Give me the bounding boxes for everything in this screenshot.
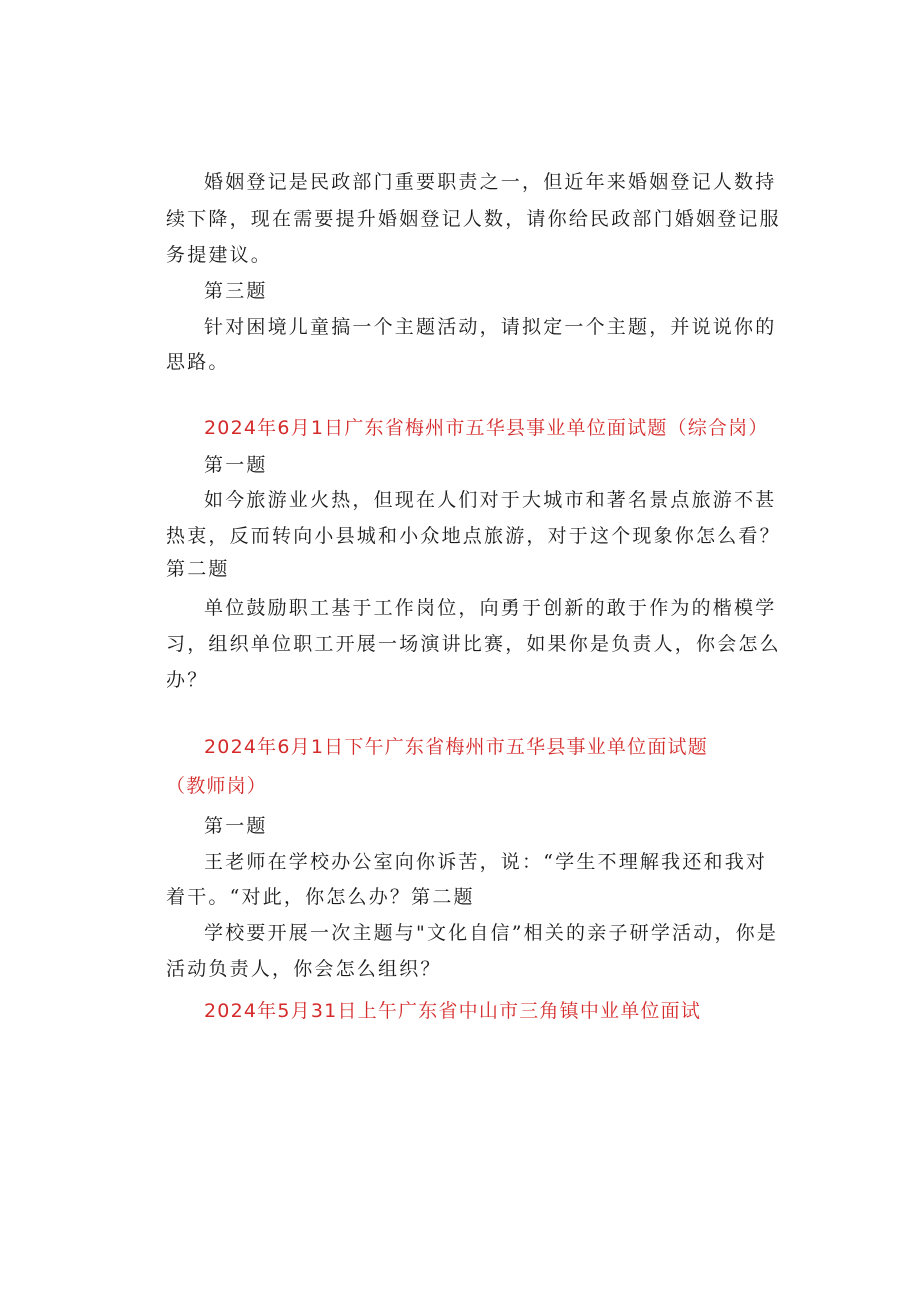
paragraph-line: 务提建议。 — [166, 244, 273, 266]
paragraph-line: 着干。“对此，你怎么办？第二题 — [166, 886, 475, 908]
paragraph-line: 单位鼓励职工基于工作岗位，向勇于创新的敢于作为的楷模学 — [204, 597, 777, 619]
section-heading-continued: （教师岗） — [166, 775, 268, 797]
question-label: 第一题 — [204, 815, 268, 837]
paragraph-line: 如今旅游业火热，但现在人们对于大城市和著名景点旅游不甚 — [204, 489, 777, 511]
section-heading: 2024年6月1日下午广东省梅州市五华县事业单位面试题 — [204, 736, 708, 758]
section-heading: 2024年5月31日上午广东省中山市三角镇中业单位面试 — [204, 1000, 702, 1022]
paragraph-line: 办？ — [166, 669, 209, 691]
paragraph-line: 针对困境儿童搞一个主题活动，请拟定一个主题，并说说你的 — [204, 316, 777, 338]
question-label: 第二题 — [166, 558, 230, 580]
section-heading: 2024年6月1日广东省梅州市五华县事业单位面试题（综合岗） — [204, 417, 769, 439]
paragraph-line: 婚姻登记是民政部门重要职责之一，但近年来婚姻登记人数持 — [204, 171, 777, 193]
question-label: 第三题 — [204, 280, 268, 302]
paragraph-line: 学校要开展一次主题与"文化自信”相关的亲子研学活动，你是 — [204, 922, 779, 944]
paragraph-line: 热衷，反而转向小县城和小众地点旅游，对于这个现象你怎么看？ — [166, 525, 781, 547]
paragraph-line: 习，组织单位职工开展一场演讲比赛，如果你是负责人，你会怎么 — [166, 633, 781, 655]
paragraph-line: 续下降，现在需要提升婚姻登记人数，请你给民政部门婚姻登记服 — [166, 208, 781, 230]
paragraph-line: 思路。 — [166, 351, 230, 373]
paragraph-line: 王老师在学校办公室向你诉苦，说：“学生不理解我还和我对 — [204, 851, 768, 873]
question-label: 第一题 — [204, 454, 268, 476]
paragraph-line: 活动负责人，你会怎么组织？ — [166, 958, 442, 980]
